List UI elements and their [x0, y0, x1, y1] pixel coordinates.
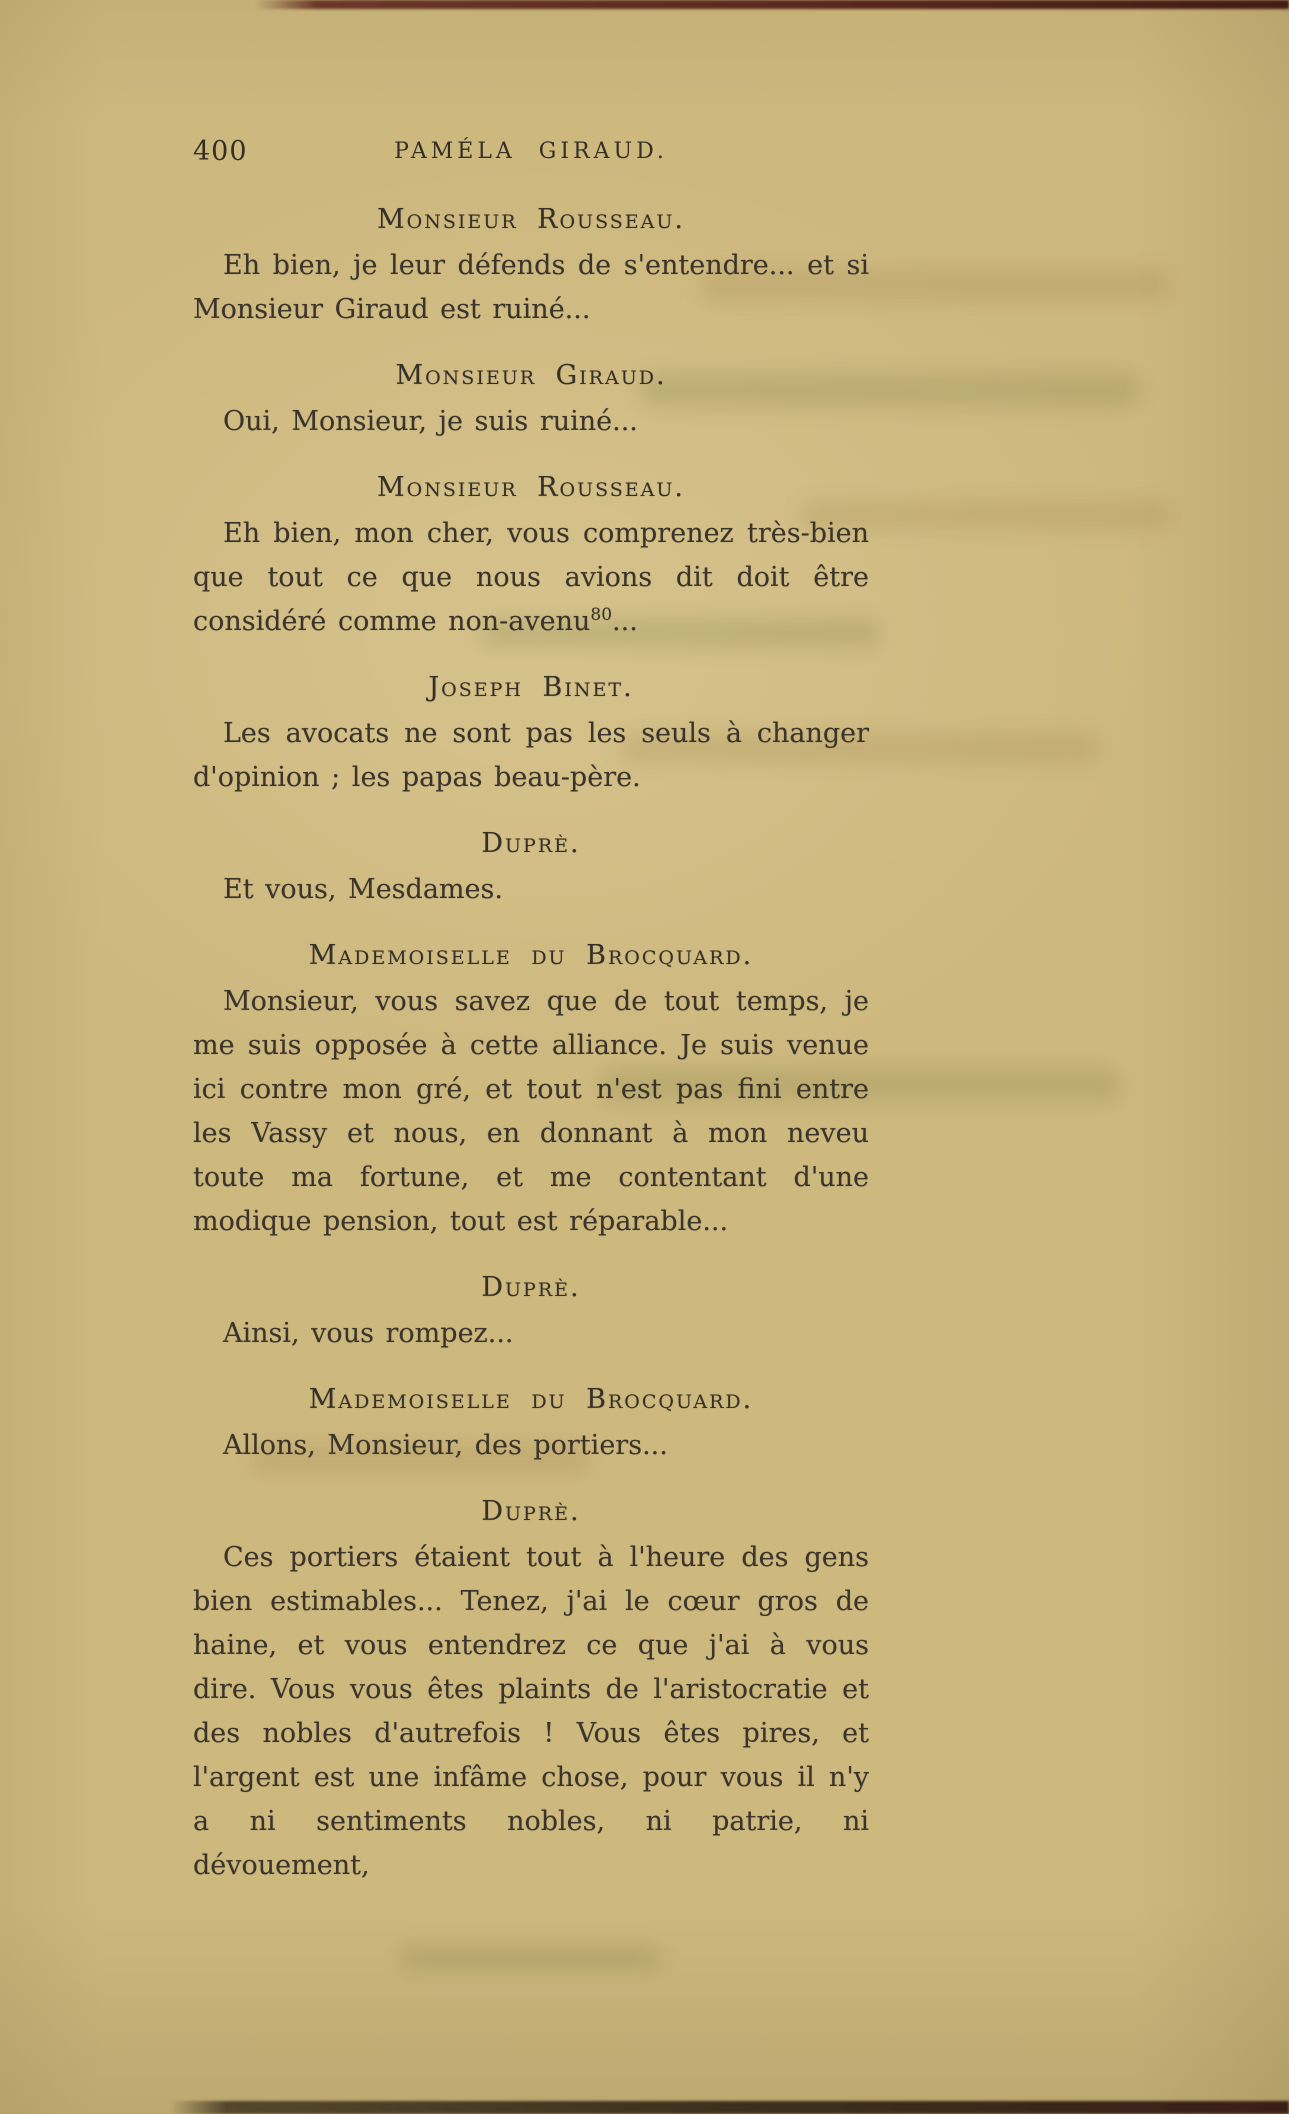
- speaker-name: Joseph Binet.: [428, 672, 634, 703]
- dialogue-paragraph: Les avocats ne sont pas les seuls à changer d'opinion ; les papas beau-père.: [193, 718, 869, 793]
- page-number: 400: [193, 136, 248, 167]
- scan-edge-bottom: [170, 2101, 1289, 2114]
- dialogue-paragraph: Ces portiers étaient tout à l'heure des gens bien estimables... Tenez, j'ai le cœur gros de haine, et vous entendrez ce que j'ai à vous dire. Vous vous êtes plaints de l'aristocratie et des nobles d'autrefois ! Vous êtes pires, et l'argent est une infâme chose, pour vous il n'y a ni sentiments nobles, ni patrie, ni dévouement,: [193, 1542, 869, 1881]
- running-title: PAMÉLA GIRAUD.: [394, 139, 668, 164]
- dialogue-paragraph: Eh bien, je leur défends de s'entendre... et si Monsieur Giraud est ruiné...: [193, 250, 869, 325]
- speaker-name: Duprè.: [481, 828, 581, 859]
- speaker-name: Duprè.: [481, 1272, 581, 1303]
- dialogue-paragraph: Monsieur, vous savez que de tout temps, je me suis opposée à cette alliance. Je suis venue ici contre mon gré, et tout n'est pas fini entre les Vassy et nous, en donnant à mon neveu toute ma fortune, et me contentant d'une modique pension, tout est réparable...: [193, 986, 869, 1237]
- footnote-marker: 80: [590, 605, 613, 625]
- page-header: [193, 136, 869, 176]
- play-text: [193, 205, 869, 1888]
- dialogue-paragraph: Ainsi, vous rompez...: [223, 1318, 514, 1349]
- speaker-name: Monsieur Rousseau.: [377, 204, 685, 235]
- dialogue-text: ...: [612, 606, 638, 637]
- dialogue-paragraph: Et vous, Mesdames.: [223, 874, 503, 905]
- dialogue-paragraph: Oui, Monsieur, je suis ruiné...: [223, 406, 638, 437]
- dialogue-paragraph: Allons, Monsieur, des portiers...: [223, 1430, 668, 1461]
- speaker-name: Mademoiselle du Brocquard.: [308, 1384, 754, 1415]
- speaker-name: Duprè.: [481, 1496, 581, 1527]
- speaker-name: Monsieur Rousseau.: [377, 472, 685, 503]
- dialogue-text: Eh bien, mon cher, vous comprenez très-bien que tout ce que nous avions dit doit être considéré comme non-avenu: [193, 518, 869, 637]
- scan-edge-top: [255, 0, 1289, 9]
- book-page: [193, 136, 869, 1888]
- speaker-name: Monsieur Giraud.: [395, 360, 667, 391]
- speaker-name: Mademoiselle du Brocquard.: [308, 940, 754, 971]
- dialogue-paragraph: [193, 512, 869, 644]
